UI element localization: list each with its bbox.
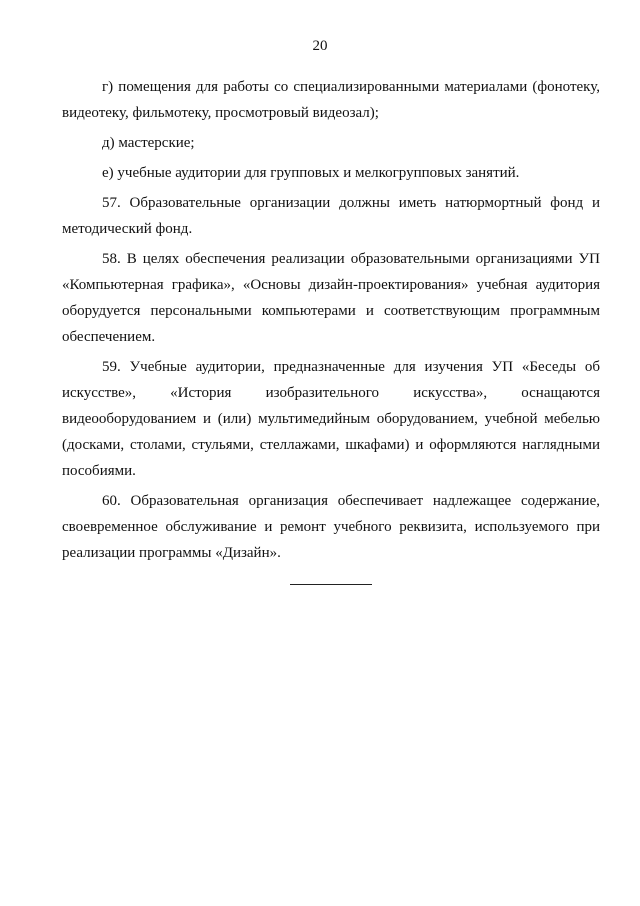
paragraph-item-e: е) учебные аудитории для групповых и мелкогрупповых занятий.: [102, 165, 520, 181]
paragraph-57: 57. Образовательные организации должны иметь натюрмортный фонд и методический фонд.: [62, 195, 600, 237]
page-number: 20: [312, 38, 328, 54]
document-body: [62, 74, 600, 570]
paragraph-item-d: д) мастерские;: [102, 135, 195, 151]
paragraph-item-g: г) помещения для работы со специализированными материалами (фонотеку, видеотеку, фильмотеку, просмотровый видеозал);: [62, 79, 600, 121]
paragraph-60: 60. Образовательная организация обеспечивает надлежащее содержание, своевременное обслуживание и ремонт учебного реквизита, используемого при реализации программы «Дизайн».: [62, 493, 600, 561]
end-divider-line: [290, 584, 372, 585]
paragraph-59: 59. Учебные аудитории, предназначенные для изучения УП «Беседы об искусстве», «История изобразительного искусства», оснащаются видеооборудованием и (или) мультимедийным оборудованием, учебной мебелью (досками, столами, стульями, стеллажами, шкафами) и оформляются наглядными пособиями.: [62, 359, 600, 479]
paragraph-58: 58. В целях обеспечения реализации образовательными организациями УП «Компьютерная графика», «Основы дизайн-проектирования» учебная аудитория оборудуется персональными компьютерами и соответствующим программным обеспечением.: [62, 251, 600, 345]
